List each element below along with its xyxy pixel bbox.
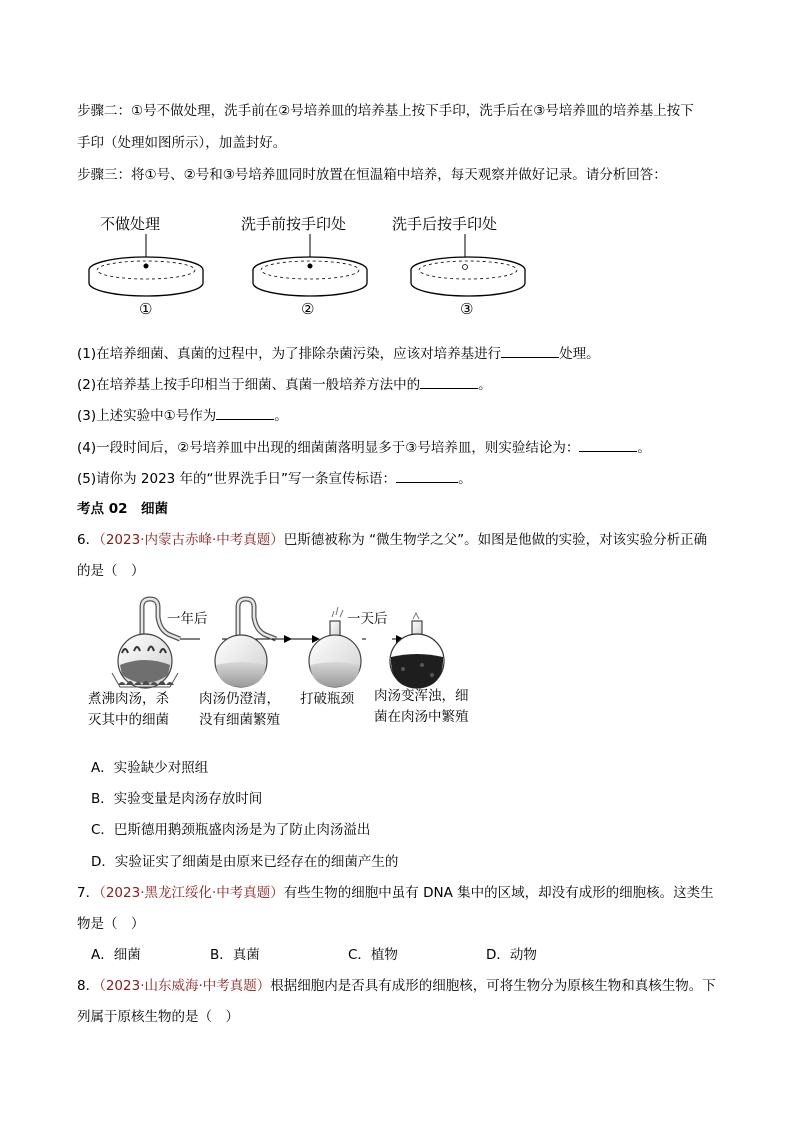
q6-option-a[interactable]: A．实验缺少对照组 [91,760,209,776]
dish3-number: ③ [460,300,474,318]
step2-line1: 步骤二：①号不做处理，洗手前在②号培养皿的培养基上按下手印，洗手后在③号培养皿的培养基上按下 [77,103,694,119]
dish2-label: 洗手前按手印处 [241,215,347,233]
pasteur-flasks-drawing [100,595,480,690]
question-8-source: （2023·山东威海·中考真题） [99,978,271,994]
question-3-text: (3)上述实验中①号作为 [77,408,217,424]
question-8-line2: 列属于原核生物的是（ ） [77,1009,239,1025]
caption-break: 打破瓶颈 [300,691,354,707]
q6-option-b[interactable]: B．实验变量是肉汤存放时间 [91,791,263,807]
caption-clear-1: 肉汤仍澄清， [199,691,280,707]
question-4-text: (4)一段时间后，②号培养皿中出现的细菌菌落明显多于③号培养皿，则实验结论为： [77,440,580,456]
question-6-text: 巴斯德被称为 “微生物学之父”。如图是他做的实验，对该实验分析正确 [283,532,708,548]
caption-boil-2: 灭其中的细菌 [88,712,169,728]
answer-blank-3[interactable] [216,406,274,420]
arrow-label-one-day: 一天后 [347,607,388,627]
question-5-text: (5)请你为 2023 年的“世界洗手日”写一条宣传标语： [77,471,397,487]
dish1-label: 不做处理 [100,215,161,233]
q7-option-a[interactable]: A．细菌 [91,947,141,963]
question-8-number: 8． [77,978,100,994]
question-8-text: 根据细胞内是否具有成形的细胞核，可将生物分为原核生物和真核生物。下 [270,978,716,994]
question-5 [77,469,472,488]
caption-clear-2: 没有细菌繁殖 [199,712,280,728]
dish2-number: ② [301,300,315,318]
petri-dish-3 [411,234,525,296]
question-2-text: (2)在培养基上按手印相当于细菌、真菌一般培养方法中的 [77,377,421,393]
question-7-number: 7． [77,885,100,901]
step3-line: 步骤三：将①号、②号和③号培养皿同时放置在恒温箱中培养，每天观察并做好记录。请分析回答： [77,167,667,183]
petri-dish-1 [89,234,203,296]
caption-turbid-2: 菌在肉汤中繁殖 [374,709,469,725]
question-4 [77,438,651,457]
question-6-line1 [77,531,707,549]
step2-line2: 手印（处理如图所示），加盖封好。 [77,135,287,151]
answer-blank-4[interactable] [579,438,637,452]
question-7-line2: 物是（ ） [77,916,145,932]
question-3-end: 。 [274,408,288,424]
q7-option-b[interactable]: B．真菌 [210,947,260,963]
question-3 [77,406,288,425]
q6-option-d[interactable]: D．实验证实了细菌是由原来已经存在的细菌产生的 [91,854,399,870]
question-4-end: 。 [637,440,651,456]
question-7-source: （2023·黑龙江绥化·中考真题） [99,885,284,901]
q7-option-d[interactable]: D．动物 [486,947,537,963]
question-1 [77,344,600,363]
question-5-end: 。 [458,471,472,487]
question-6-source: （2023·内蒙古赤峰·中考真题） [99,532,284,548]
question-6-number: 6． [77,532,100,548]
section-heading: 考点 02 细菌 [77,501,168,517]
question-7-text: 有些生物的细胞中虽有 DNA 集中的区域，却没有成形的细胞核。这类生 [283,885,714,901]
question-7-line1 [77,884,714,902]
question-6-line2: 的是（ ） [77,563,145,579]
answer-blank-2[interactable] [420,375,478,389]
flask-clear [215,599,276,687]
arrow-label-one-year: 一年后 [167,607,208,627]
dish3-label: 洗手后按手印处 [392,215,498,233]
question-8-line1 [77,977,716,995]
dish1-number: ① [139,300,153,318]
q7-option-c[interactable]: C．植物 [348,947,398,963]
answer-blank-1[interactable] [501,344,559,358]
question-1-end: 处理。 [559,346,600,362]
caption-boil-1: 煮沸肉汤，杀 [88,691,169,707]
question-2-end: 。 [478,377,492,393]
question-1-text: (1)在培养细菌、真菌的过程中，为了排除杂菌污染，应该对培养基进行 [77,346,502,362]
answer-blank-5[interactable] [396,469,458,483]
petri-dishes-drawing [80,230,540,300]
petri-dish-2 [253,234,367,296]
q6-option-c[interactable]: C．巴斯德用鹅颈瓶盛肉汤是为了防止肉汤溢出 [91,822,371,838]
caption-turbid-1: 肉汤变浑浊，细 [374,688,469,704]
flask-turbid [390,613,444,688]
question-2 [77,375,492,394]
